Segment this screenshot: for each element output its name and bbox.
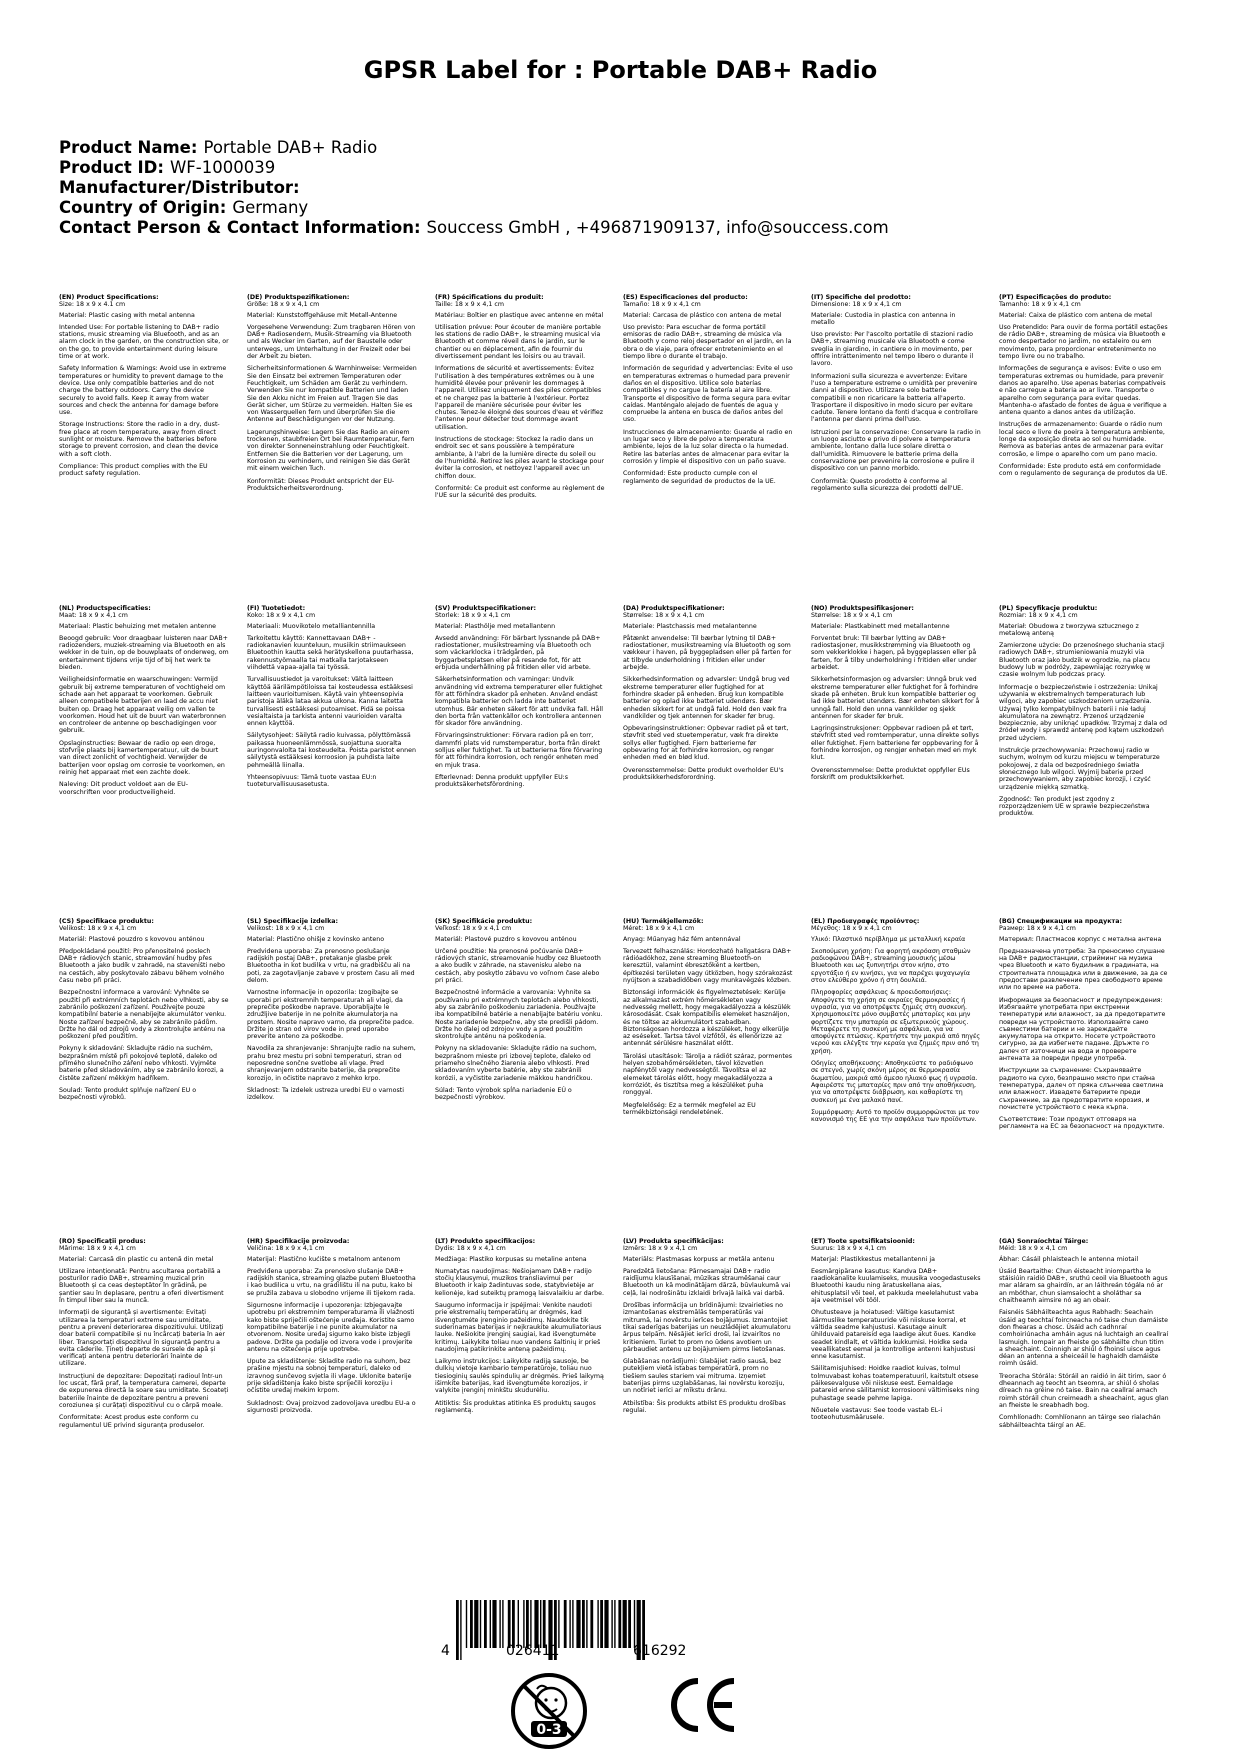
barcode-bar [456,1600,459,1660]
spec-paragraph: Materiaal: Plastic behuizing met metalen antenne [59,622,217,630]
barcode-bar [597,1600,598,1648]
spec-paragraph: Materiale: Plastkabinett med metallantenne [811,622,950,630]
spec-paragraph: Turvallisuustiedot ja varoitukset: Vältä laitteen käyttöä äärilämpötiloissa tai kosteudessa estääksesi laitteen vaurioitumisen. Käytä vain yhteensopivia paristoja äläkä lataa akkua ulkona. Kanna laitetta turvallisesti estääksesi putoamiset. Pidä se poissa vesialtaista ja tarkista antenni vaurioiden varalta ennen käyttöä. [247,676,413,728]
spec-paragraph: Varnostne informacije in opozorila: Izogibajte se uporabi pri ekstremnih temperaturah ali vlagi, da preprečite poškodbe naprave. Uporabljajte le združljive baterije in ne polnite akumulatorja na prostem. Nosite napravo varno, da preprečite padce. Držite jo stran od virov vode in pred uporabo preverite anteno za poškodbe. [247,989,415,1041]
page-title: GPSR Label for : Portable DAB+ Radio [363,56,878,84]
spec-size-line: Veľkosť: 18 x 9 x 4,1 cm [435,925,512,933]
spec-paragraph: Materiaali: Muovikotelo metalliantennilla [247,622,376,630]
spec-paragraph: Ohutusteave ja hoiatused: Vältige kasutamist äärmuslike temperatuuride või niiskuse korral, et vältida seadme kahjustusi. Kasutage ainult ühilduvaid patareisid ega laadige akut õues. Kandke seadet kindlalt, et vältida kukkumisi. Hoidke seda veeallikatest eemal ja kontrollige antenni kahjustusi enne kasutamist. [811,1309,976,1361]
spec-size-line: Storlek: 18 x 9 x 4,1 cm [435,612,511,620]
product-info [59,138,889,238]
product-id-value: WF-1000039 [169,158,276,177]
barcode-bar [558,1600,559,1648]
spec-paragraph: Tárolási utasítások: Tárolja a rádiót száraz, pormentes helyen szobahőmérsékleten, távol közvetlen napfénytől vagy nedvességtől. Távolítsa el az elemeket tárolás előtt, hogy megakadályozza a korróziót, és tisztítsa meg a készüléket puha ronggyal. [623,1052,793,1097]
spec-paragraph: Material: Carcasă din plastic cu antenă din metal [59,1255,214,1263]
spec-paragraph: Σκοπούμενη χρήση: Για φορητή ακρόαση σταθμών ραδιοφώνου DAB+, streaming μουσικής μέσω Bluetooth και ως ξυπνητήρι στον κήπο, στο εργοτάξιο ή εν κινήσει, για να παρέχει ψυχαγωγία στον ελεύθερο χρόνο ή στη δουλειά. [811,947,971,985]
spec-section-heading: (SV) Produktspecifikationer: [435,605,536,612]
ce-mark-icon [666,1675,740,1735]
spec-size-line: Koko: 18 x 9 x 4,1 cm [247,612,316,620]
barcode-bar [466,1600,467,1648]
spec-section [59,918,229,1107]
barcode-bar [540,1600,541,1648]
barcode-bar [582,1600,585,1648]
contact-value: Souccess GmbH , +496871909137, info@souccess.com [426,218,889,237]
barcode-bar [523,1600,524,1648]
spec-size-line: Taille: 18 x 9 x 4,1 cm [435,301,504,309]
spec-paragraph: Megfelelőség: Ez a termék megfelel az EU termékbiztonsági rendeletének. [623,1101,756,1116]
barcode-bar [618,1600,621,1648]
spec-paragraph: Material: Caixa de plástico com antena de metal [999,311,1153,319]
spec-paragraph: Tervezett felhasználás: Hordozható hallgatásra DAB+ rádióadókhoz, zene streaming Bluetooth-on keresztül, valamint ébresztőként a kertben, építkezési területen vagy útközben, hogy szórakozást nyújtson a szabadidőben vagy munkavégzés közben. [623,947,793,985]
spec-paragraph: Sigurnosne informacije i upozorenja: Izbjegavajte upotrebu pri ekstremnim temperaturama ili vlažnosti kako biste spriječili oštećenje uređaja. Koristite samo kompatibilne baterije i ne punite akumulator na otvorenom. Nosite uređaj sigurno kako biste izbjegli padove. Držite ga podalje od izvora vode i provjerite antenu na oštećenja prije upotrebe. [247,1302,415,1353]
barcode-bar [534,1600,538,1648]
spec-paragraph: Navodila za shranjevanje: Shranjujte radio na suhem, prahu brez mestu pri sobni temperaturi, stran od neposredne sončne svetlobe ali vlage. Pred shranjevanjem odstranite baterije, da preprečite korozijo, in očistite napravo z mehko krpo. [247,1045,416,1082]
spec-section-heading: (ET) Toote spetsifikatsioonid: [811,1238,915,1245]
spec-size-line: Размер: 18 x 9 x 4,1 cm [999,925,1076,933]
spec-paragraph: Saugumo informacija ir įspėjimai: Venkite naudoti prie ekstremalių temperatūrų ar drėgmės, kad išvengtumėte įrenginio pažeidimų. Naudokite tik suderinamas baterijas ir neįkraukite akumuliatoriaus lauke. Nešiokite įrenginį saugiai, kad išvengtumėte kritimų. Laikykite toliau nuo vandens šaltinių ir prieš naudojimą patikrinkite anteną pažeidimų. [435,1302,602,1353]
spec-section [247,1238,417,1419]
spec-paragraph: Nõuetele vastavus: See toode vastab EL-i tooteohutusmäärusele. [811,1406,943,1422]
spec-paragraph: Förvaringsinstruktioner: Förvara radion på en torr, dammfri plats vid rumstemperatur, borta från direkt solljus eller fuktighet. Ta ut batterierna före förvaring för att förhindra korrosion, och rengör enheten med en mjuk trasa. [435,732,603,769]
spec-paragraph: Materijal: Plastično kućište s metalnom antenom [247,1255,401,1263]
manufacturer-label: Manufacturer/Distributor: [59,178,300,197]
spec-paragraph: Υλικό: Πλαστικό περίβλημα με μεταλλική κεραία [811,935,966,943]
spec-size-line: Maat: 18 x 9 x 4,1 cm [59,612,128,620]
spec-paragraph: Úsáid Beartaithe: Chun éisteacht iniompartha le stáisiúin raidió DAB+, sruthú ceoil via Bluetooth agus mar aláram sa ghairdín, ar an láithreán tógála nó ar an mbóthar, chun siamsaíocht a sholáthar sa chaitheamh aimsire nó ag an obair. [999,1267,1168,1305]
barcode-bar [623,1600,627,1648]
spec-paragraph: Medžiaga: Plastiko korpusas su metaline antena [435,1255,587,1263]
spec-paragraph: Säilitamisjuhised: Hoidke raadiot kuivas, tolmul tolmuvabast kohas toatemperatuuril, kaitstult otsese päikesevalguse või niiskuse eest. Eemaldage patareid enne säilitamist korrosiooni vältimiseks ning puhastage seade pehme lapiga. [811,1365,980,1402]
spec-paragraph: Zgodność: Ten produkt jest zgodny z rozporządzeniem UE w sprawie bezpieczeństwa produktów. [999,795,1150,818]
spec-paragraph: Treoracha Stórála: Stóráil an raidió in áit tirim, saor ó dheannach ag teocht an tseomra, ar shiúl ó sholas díreach na gréine nó taise. Bain na ceallraí amach roimh stóráil chun creimeadh a sheachaint, agus glan an fheiste le sreabhadh bog. [999,1372,1169,1409]
spec-section-heading: (FI) Tuotetiedot: [247,605,306,612]
spec-size-line: Size: 18 x 9 x 4.1 cm [59,301,126,309]
spec-paragraph: Naleving: Dit product voldoet aan de EU-voorschriften voor productveiligheid. [59,781,189,796]
barcode-bar [490,1600,491,1648]
spec-paragraph: Informacje o bezpieczeństwie i ostrzeżenia: Unikaj używania w ekstremalnych temperaturach lub wilgoci, aby zapobiec uszkodzeniom urządzenia. Używaj tylko kompatybilnych baterii i nie ładuj akumulatora na zewnątrz. Przenoś urządzenie bezpiecznie, aby uniknąć upadków. Trzymaj z dala od źródeł wody i sprawdź antenę pod kątem uszkodzeń przed użyciem. [999,683,1168,742]
spec-paragraph: Påtænkt anvendelse: Til bærbar lytning til DAB+ radiostationer, musikstreaming via Bluetooth og som vækkeur i haven, på byggepladsen eller på farten for at tilbyde underholdning i fritiden eller under arbejde. [623,634,792,672]
barcode-bar [572,1600,573,1648]
barcode-bar [611,1600,612,1648]
spec-paragraph: Opslaginstructies: Bewaar de radio op een droge, stofvrije plaats bij kamertemperatuur, uit de buurt van direct zonlicht of vochtigheid. Verwijder de batterijen voor opslag om corrosie te voorkomen, en reinig het apparaat met een zachte doek. [59,739,225,776]
spec-paragraph: Eesmärgipärane kasutus: Kandva DAB+ raadiokanalite kuulamiseks, muusika voogedastuseks Bluetoothi kaudu ning äratuskellana aias, ehitusplatsil või teel, et pakkuda meelelahutust vaba aja veetmisel või tööl. [811,1267,981,1305]
product-name-row [59,138,889,158]
spec-paragraph: Materjal: Plastikkestus metallantenni ja [811,1255,935,1263]
spec-paragraph: Инструкции за съхранение: Съхранявайте радиото на сухо, безпрашно място при стайна температура, далеч от пряка слънчева светлина или влажност. Извадете батериите преди съхранение, за да предотвратите корозия, и почистете устройството с мека кърпа. [999,1067,1164,1111]
spec-section [435,918,605,1107]
spec-paragraph: Předpokládané použití: Pro přenositelné poslech DAB+ rádiových stanic, streamování hudby přes Bluetooth a jako budík v zahradě, na staveništi nebo na cestách, aby poskytovalo zábavu během volného času nebo při práci. [59,947,225,985]
barcode-bar [508,1600,511,1648]
spec-section [247,294,417,497]
spec-paragraph: Faisnéis Sábháilteachta agus Rabhadh: Seachain úsáid ag teochtaí foircneacha nó taise chun damáiste don fhearas a chosc. Úsáid ach cadhnraí comhoiriúnacha amháin agus ná luchtaigh an ceallraí lasmuigh. Iompair an fheiste go sábháilte chun titim a sheachaint. Coinnigh ar shiúl ó fhoinsí uisce agus déan an antenna a sheiceáil le haghaidh damáiste roimh úsáid. [999,1309,1169,1368]
spec-section [435,605,605,794]
barcode-bar [480,1600,481,1648]
spec-size-line: Größe: 18 x 9 x 4,1 cm [247,301,320,309]
spec-section-heading: (HR) Specifikacije proizvoda: [247,1238,350,1245]
spec-paragraph: Informations de sécurité et avertissements: Évitez l'utilisation à des températures extrêmes ou à une humidité élevée pour prévenir les dommages à l'appareil. Utilisez uniquement des piles compatibles et ne chargez pas la batterie à l'extérieur. Portez l'appareil de manière sécurisée pour éviter les chutes. Tenez-le éloigné des sources d'eau et vérifiez l'antenne pour détecter tout dommage avant utilisation. [435,365,604,431]
spec-section [811,294,981,497]
spec-section-heading: (PT) Especificações do produto: [999,294,1112,301]
spec-paragraph: Συμμόρφωση: Αυτό το προϊόν συμμορφώνεται με τον κανονισμό της ΕΕ για την ασφάλεια των προϊόντων. [811,1108,979,1124]
spec-section [247,605,417,794]
spec-section-heading: (EN) Product Specifications: [59,294,159,301]
spec-section-heading: (GA) Sonraíochtaí Táirge: [999,1238,1089,1245]
spec-paragraph: Sukladnost: Ovaj proizvod zadovoljava uredbu EU-a o sigurnosti proizvoda. [247,1399,416,1414]
barcode-bar [460,1600,461,1660]
spec-size-line: Tamaño: 18 x 9 x 4,1 cm [623,301,701,309]
spec-section-heading: (IT) Specifiche del prodotto: [811,294,911,301]
spec-paragraph: Πληροφορίες ασφάλειας & προειδοποιήσεις: Αποφύγετε τη χρήση σε ακραίες θερμοκρασίες ή υγρασία, για να αποτρέψετε ζημιές στη συσκευή. Χρησιμοποιείτε μόνο συμβατές μπαταρίες και μην φορτίζετε την μπαταρία σε εξωτερικούς χώρους. Μεταφέρετε τη συσκευή με ασφάλεια, για να αποφύγετε πτώσεις. Κρατήστε την μακριά από πηγές νερού και ελέγξτε την κεραία για ζημιές πριν από τη χρήση. [811,989,981,1055]
spec-paragraph: Biztonsági információk és figyelmeztetések: Kerülje az alkalmazást extrém hőmérsékleten vagy nedvesség mellett, hogy megakadályozza a készülék károsodását. Csak kompatibilis elemeket használjon, és ne töltse az akkumulátort szabadban. Biztonságosan hordozza a készüléket, hogy elkerülje az eséseket. Tartsa távol vízfőtől, és ellenőrizze az antennát sérülésre használat előtt. [623,989,791,1048]
spec-size-line: Størrelse: 18 x 9 x 4,1 cm [623,612,705,620]
spec-section [59,294,229,483]
spec-paragraph: Materiál: Plastové pouzdro s kovovou anténou [59,935,205,943]
age-0-3-warning-icon [507,1669,591,1753]
spec-paragraph: Uso previsto: Per l'ascolto portatile di stazioni radio DAB+, streaming musicale via Bluetooth e come sveglia in giardino, in cantiere o in movimento, per offrire intrattenimento nel tempo libero o durante il lavoro. [811,331,974,368]
spec-section [999,294,1169,483]
spec-paragraph: Glabāšanas norādījumi: Glabājiet radio sausā, bez putekļiem vietā istabas temperatūrā, prom no tiešiem saules stariem vai mitruma. Izņemiet baterijas pirms uzglabāšanas, lai novērstu koroziju, un notīriet ierīci ar mīkstu drānu. [623,1358,785,1395]
barcode-bar [474,1600,478,1648]
spec-paragraph: Материал: Пластмасов корпус с метална антена [999,935,1162,943]
spec-paragraph: Storage Instructions: Store the radio in a dry, dust-free place at room temperature, away from direct sunlight or moisture. Remove the batteries before storage to prevent corrosion, and clean the device with a soft cloth. [59,421,220,458]
barcode-bar [628,1600,631,1648]
spec-paragraph: Avsedd användning: För bärbart lyssnande på DAB+ radiostationer, musikstreaming via Bluetooth och som väckarklocka i trädgården, på byggarbetsplatsen eller på resande fot, för att erbjuda underhållning på fritiden eller vid arbete. [435,634,601,672]
spec-section [623,918,793,1121]
spec-paragraph: Materiale: Custodia in plastica con antenna in metallo [811,311,956,326]
spec-section-heading: (LV) Produkta specifikācijas: [623,1238,724,1245]
spec-paragraph: Vorgesehene Verwendung: Zum tragbaren Hören von DAB+ Radiosendern, Musik-Streaming via Bluetooth und als Wecker im Garten, auf der Baustelle oder unterwegs, um Unterhaltung in der Freizeit oder bei der Arbeit zu bieten. [247,323,416,361]
barcode-bar [526,1600,529,1648]
spec-paragraph: Säilytysohjeet: Säilytä radio kuivassa, pölyttömässä paikassa huoneenlämmössä, suojattuna suoralta auringonvalolta tai kosteudelta. Poista paristot ennen säilytystä estääksesi korroosion ja puhdista laite pehmeällä liinalla. [247,732,416,769]
spec-paragraph: Istruzioni per la conservazione: Conservare la radio in un luogo asciutto e privo di polvere a temperatura ambiente, lontano dalla luce solare diretta o dall'umidità. Rimuovere le batterie prima della conservazione per prevenire la corrosione e pulire il dispositivo con un panno morbido. [811,428,981,473]
spec-paragraph: Instruções de armazenamento: Guarde o rádio num local seco e livre de poeira à temperatura ambiente, longe da exposição direta ao sol ou humidade. Remova as baterias antes de armazenar para evitar corrosão, e limpe o aparelho com um pano macio. [999,421,1165,458]
spec-paragraph: Overensstemmelse: Dette produktet oppfyller EUs forskrift om produktsikkerhet. [811,766,970,781]
spec-size-line: Velikost: 18 x 9 x 4,1 cm [247,925,325,933]
spec-paragraph: Conformité: Ce produit est conforme au règlement de l'UE sur la sécurité des produits. [435,484,605,500]
spec-section-heading: (ES) Especificaciones del producto: [623,294,748,301]
spec-paragraph: Predvidena uporaba: Za prenosno poslušanje radijskih postaj DAB+, pretakanje glasbe prek Bluetootha in kot budilka v vrtu, na gradbišču ali na poti, za zagotavljanje zabave v prostem času ali med delom. [247,947,415,985]
spec-section-heading: (NL) Productspecificaties: [59,605,151,612]
spec-section [59,1238,229,1434]
spec-paragraph: Skladnost: Ta izdelek ustreza uredbi EU o varnosti izdelkov. [247,1086,404,1102]
spec-paragraph: Conformidad: Este producto cumple con el reglamento de seguridad de productos de la UE. [623,470,776,485]
spec-paragraph: Material: Carcasa de plástico con antena de metal [623,311,782,319]
spec-paragraph: Bezpečnostné informácie a varovania: Vyhnite sa používaniu pri extrémnych teplotách alebo vlhkosti, aby sa zabránilo poškodeniu zariadenia. Používajte iba kompatibilné batérie a nenabíjajte batériu vonku. Noste zariadenie bezpečne, aby ste predišli pádom. Držte ho ďalej od zdrojov vody a pred použitím skontrolujte anténu na poškodenia. [435,989,603,1041]
spec-section [811,918,981,1128]
spec-size-line: Μέγεθος: 18 x 9 x 4,1 cm [811,925,892,933]
spec-paragraph: Sikkerhedsinformation og advarsler: Undgå brug ved ekstreme temperaturer eller fugtighed for at forhindre skader på enheden. Brug kun kompatible batterier og oplad ikke batteriet udendørs. Bær enheden sikkert for at undgå fald. Hold den væk fra vandkilder og tjek antennen for skader før brug. [623,676,790,720]
product-id-row [59,158,889,178]
barcode-left-group: 026411 [506,1643,560,1659]
spec-paragraph: Ábhar: Cásáil phlaisteach le antenna miotail [999,1255,1139,1263]
barcode-bar [564,1600,567,1648]
spec-size-line: Suurus: 18 x 9 x 4,1 cm [811,1245,887,1253]
spec-paragraph: Comhlíonadh: Comhlíonann an táirge seo rialachán sábháilteachta táirgí an AE. [999,1414,1161,1429]
spec-paragraph: Tarkoitettu käyttö: Kannettavaan DAB+ -radiokanavien kuunteluun, musiikin striimaukseen Bluetoothin kautta sekä herätyskellona puutarhassa, rakennustyömaalla tai matkalla tarjotakseen viihdettä vapaa-ajalla tai työssä. [247,634,414,672]
spec-section-heading: (CS) Specifikace produktu: [59,918,154,925]
spec-paragraph: Conformitate: Acest produs este conform cu regulamentul UE privind siguranța produselor. [59,1414,205,1429]
spec-paragraph: Съответствие: Този продукт отговаря на регламента на ЕС за безопасност на продуктите. [999,1116,1165,1131]
spec-size-line: Dimensione: 18 x 9 x 4,1 cm [811,301,902,309]
barcode-bar [600,1600,603,1648]
barcode-lead-digit: 4 [441,1643,450,1659]
country-value: Germany [232,198,309,217]
barcode-bar [470,1600,473,1648]
barcode-bar [614,1600,615,1648]
spec-paragraph: Sicherheitsinformationen & Warnhinweise: Vermeiden Sie den Einsatz bei extremen Temperaturen oder Feuchtigkeit, um Schäden am Gerät zu verhindern. Verwenden Sie nur kompatible Batterien und laden Sie den Akku nicht im Freien auf. Tragen Sie das Gerät sicher, um Stürze zu vermeiden. Halten Sie es von Wasserquellen fern und überprüfen Sie die Antenne auf Beschädigungen vor der Nutzung. [247,365,417,424]
spec-size-line: Dydis: 18 x 9 x 4,1 cm [435,1245,506,1253]
spec-paragraph: Material: Kunststoffgehäuse mit Metall-Antenne [247,311,398,319]
spec-section [811,605,981,786]
spec-paragraph: Lagringsinstruksjoner: Oppbevar radioen på et tørt, støvfritt sted ved romtemperatur, unna direkte sollys eller fuktighet. Fjern batteriene før oppbevaring for å forhindre korrosjon, og rengjør enheten med en myk klut. [811,725,979,762]
spec-paragraph: Yhteensopivuus: Tämä tuote vastaa EU:n tuoteturvallisuusasetusta. [247,773,377,789]
spec-paragraph: Beoogd gebruik: Voor draagbaar luisteren naar DAB+ radiozenders, muziek-streaming via Bluetooth en als wekker in de tuin, op de bouwplaats of onderweg, om entertainment tijdens vrije tijd of bij het werk te bieden. [59,634,229,672]
barcode-bar [543,1600,546,1648]
spec-paragraph: Bezpečnostní informace a varování: Vyhněte se použití při extrémních teplotách nebo vlhkosti, aby se zabránilo poškození zařízení. Používejte pouze kompatibilní baterie a nenabíjejte akumulátor venku. Noste zařízení bezpečně, aby se zabránilo pádům. Držte ho dál od zdrojů vody a zkontrolujte anténu na poškození před použitím. [59,989,229,1041]
spec-paragraph: Overensstemmelse: Dette produkt overholder EU's produktsikkerhedsforordning. [623,766,784,781]
spec-section-heading: (EL) Προδιαγραφές προϊόντος: [811,918,920,925]
spec-paragraph: Instrucțiuni de depozitare: Depozitați radioul într-un loc uscat, fără praf, la temperatura camerei, departe de expunerea directă la soare sau umiditate. Scoateți bateriile înainte de depozitare pentru a preveni coroziunea și curățați dispozitivul cu o cârpă moale. [59,1372,229,1409]
spec-paragraph: Lagerungshinweise: Lagern Sie das Radio an einem trockenen, staubfreien Ort bei Raumtemperatur, fern von direkter Sonneneinstrahlung oder Feuchtigkeit. Entfernen Sie die Batterien vor der Lagerung, um Korrosion zu verhindern, und reinigen Sie das Gerät mit einem weichen Tuch. [247,428,415,473]
spec-section [247,918,417,1107]
spec-paragraph: Soulad: Tento produkt splňuje nařízení EU o bezpečnosti výrobků. [59,1086,197,1102]
spec-paragraph: Conformità: Questo prodotto è conforme al regolamento sulla sicurezza dei prodotti dell'UE. [811,477,964,492]
barcode-bar [576,1600,580,1648]
spec-size-line: Méret: 18 x 9 x 4,1 cm [623,925,695,933]
spec-paragraph: Uso Pretendido: Para ouvir de forma portátil estações de rádio DAB+, streaming de música via Bluetooth e como despertador no jardim, no estaleiro ou em movimento, para proporcionar entretenimento no tempo livre ou no trabalho. [999,323,1168,361]
spec-section-heading: (HU) Termékjellemzők: [623,918,704,925]
spec-paragraph: Material: Plastic casing with metal antenna [59,311,195,319]
spec-paragraph: Instrukcje przechowywania: Przechowuj radio w suchym, wolnym od kurzu miejscu w temperaturze pokojowej, z dala od bezpośredniego światła słonecznego lub wilgoci. Wyjmij baterie przed przechowywaniem, aby zapobiec korozji, i czyść urządzenie miękką szmatką. [999,747,1160,791]
spec-paragraph: Atbilstība: Šis produkts atbilst ES produktu drošības regulai. [623,1399,786,1414]
svg-text:0-3: 0-3 [536,1722,562,1738]
spec-section-heading: (DA) Produktspecifikationer: [623,605,725,612]
spec-size-line: Izmērs: 18 x 9 x 4,1 cm [623,1245,698,1253]
spec-paragraph: Pokyny na skladovanie: Skladujte rádio na suchom, bezprašnom mieste pri izbovej teplote, ďaleko od priameho slnečného žiarenia alebo vlhkosti. Pred skladovaním vyberte batérie, aby ste zabránili korózii, a vyčistite zariadenie mäkkou handričkou. [435,1045,597,1082]
spec-section-heading: (LT) Produkto specifikacijos: [435,1238,536,1245]
spec-paragraph: Conformidade: Este produto está em conformidade com o regulamento de segurança de produtos da UE. [999,462,1168,478]
spec-size-line: Rozmiar: 18 x 9 x 4,1 cm [999,612,1078,620]
spec-paragraph: Matériau: Boîtier en plastique avec antenne en métal [435,311,604,319]
country-row [59,198,889,218]
spec-section [999,918,1169,1136]
barcode-bar [499,1600,500,1648]
barcode-bar [604,1600,608,1648]
spec-paragraph: Drošības informācija un brīdinājumi: Izvairieties no izmantošanas ekstremālās temperatūrās vai mitrumā, lai novērstu ierīces bojājumus. Izmantojiet tikai saderīgas baterijas un neuzlādējiet akumulatoru ārpus telpām. Nēsājiet ierīci droši, lai izvairītos no kritieniem. Turiet to prom no ūdens avotiem un pārbaudiet antenu uz bojājumiem pirms lietošanas. [623,1302,791,1353]
spec-paragraph: Compliance: This product complies with the EU product safety regulation. [59,462,208,478]
spec-section-heading: (DE) Produktspezifikationen: [247,294,350,301]
spec-section-heading: (FR) Spécifications du produit: [435,294,544,301]
product-id-label: Product ID: [59,158,164,177]
spec-paragraph: Pokyny k skladování: Skladujte rádio na suchém, bezprašném místě při pokojové teplotě, daleko od přímého slunečního záření nebo vlhkosti. Vyjměte baterie před skladováním, aby se zabránilo korozi, a čistěte zařízení měkkým hadříkem. [59,1045,224,1082]
spec-paragraph: Numatytas naudojimas: Nešiojamam DAB+ radijo stočių klausymui, muzikos transliavimui per Bluetooth ir kaip žadintuvas sode, statybvietėje ar kelionėje, kad suteiktų pramogą laisvalaikiu ar darbe. [435,1267,605,1297]
barcode-bar [590,1600,593,1648]
barcode-bar [569,1600,570,1648]
spec-paragraph: Predviđena uporaba: Za prenosivo slušanje DAB+ radijskih stanica, streaming glazbe putem Bluetootha i kao budilica u vrtu, na gradilištu ili na putu, kako bi se pružila zabava u slobodno vrijeme ili tijekom rada. [247,1267,416,1297]
spec-paragraph: Sikkerhetsinformasjon og advarsler: Unngå bruk ved ekstreme temperaturer eller fuktighet for å forhindre skade på enheten. Bruk kun kompatible batterier og lad ikke batteriet utendørs. Bær enheten sikkert for å unngå fall. Hold den unna vannkilder og sjekk antennen for skader før bruk. [811,676,980,720]
barcode-bar [512,1600,515,1648]
spec-size-line: Veličina: 18 x 9 x 4,1 cm [247,1245,325,1253]
spec-section-heading: (SK) Špecifikácie produktu: [435,918,533,925]
spec-paragraph: Información de seguridad y advertencias: Evite el uso en temperaturas extremas o humedad para prevenir daños en el dispositivo. Utilice solo baterías compatibles y no cargue la batería al aire libre. Transporte el dispositivo de forma segura para evitar caídas. Manténgalo alejado de fuentes de agua y compruebe la antena en busca de daños antes del uso. [623,365,793,424]
contact-label: Contact Person & Contact Information: [59,218,421,237]
spec-paragraph: Informazioni sulla sicurezza e avvertenze: Evitare l'uso a temperature estreme o umidità per prevenire danni al dispositivo. Utilizzare solo batterie compatibili e non ricaricare la batteria all'aperto. Trasportare il dispositivo in modo sicuro per evitare cadute. Tenere lontano da fonti d'acqua e controllare l'antenna per danni prima dell'uso. [811,372,978,424]
spec-paragraph: Utilisation prévue: Pour écouter de manière portable les stations de radio DAB+, le streaming musical via Bluetooth et comme réveil dans le jardin, sur le chantier ou en déplacement, afin de fournir du divertissement pendant les loisirs ou au travail. [435,323,601,361]
spec-paragraph: Paredzētā lietošana: Pārnesamajai DAB+ radio raidījumu klausīšanai, mūzikas straumēšanai caur Bluetooth un kā modinātājam dārzā, būvlaukumā vai ceļā, lai nodrošinātu izklaidi brīvajā laikā vai darbā. [623,1267,791,1297]
spec-paragraph: Информация за безопасност и предупреждения: Избягвайте употребата при екстремни температури или влажност, за да предотвратите повреди на устройството. Използвайте само съвместими батерии и не зареждайте акумулатора на открито. Носете устройството сигурно, за да избегнете падане. Дръжте го далеч от източници на вода и проверете антената за повреди преди употреба. [999,996,1166,1063]
barcode-bar [634,1600,635,1648]
spec-section [435,294,605,504]
barcode-bar [502,1600,503,1648]
spec-paragraph: Informações de segurança e avisos: Evite o uso em temperaturas extremas ou humidade, para prevenir danos ao aparelho. Use apenas baterias compatíveis e não carregue a bateria ao ar livre. Transporte o aparelho com segurança para evitar quedas. Mantenha-o afastado de fontes de água e verifique a antena quanto a danos antes da utilização. [999,365,1167,417]
spec-section [623,605,793,786]
spec-paragraph: Safety Information & Warnings: Avoid use in extreme temperatures or humidity to prevent damage to the device. Use only compatible batteries and do not charge the battery outdoors. Carry the device securely to avoid falls. Keep it away from water sources and check the antenna for damage before use. [59,365,227,417]
spec-paragraph: Οδηγίες αποθήκευσης: Αποθηκεύστε το ραδιόφωνο σε στεγνό, χωρίς σκόνη μέρος σε θερμοκρασία δωματίου, μακριά από άμεσο ηλιακό φως ή υγρασία. Αφαιρέστε τις μπαταρίες πριν από την αποθήκευση, για να αποτρέψετε διάβρωση, και καθαρίστε τη συσκευή με ένα μαλακό πανί. [811,1060,978,1104]
spec-section [59,605,229,801]
spec-paragraph: Предназначена употреба: За преносимо слушане на DAB+ радиостанции, стрийминг на музика чрез Bluetooth и като будилник в градината, на строителната площадка или в движение, за да се предостави развлечение през свободното време или по време на работа. [999,947,1168,992]
spec-section-heading: (BG) Спецификации на продукта: [999,918,1122,925]
spec-paragraph: Súlad: Tento výrobok spĺňa nariadenie EÚ o bezpečnosti výrobkov. [435,1086,572,1102]
spec-section [623,294,793,490]
spec-section-heading: (PL) Specyfikacje produktu: [999,605,1098,612]
spec-paragraph: Säkerhetsinformation och varningar: Undvik användning vid extrema temperaturer eller fuktighet för att förhindra skador på enheten. Använd endast kompatibla batterier och ladda inte batteriet utomhus. Bär enheten säkert för att undvika fall. Håll den borta från vattenkällor och kontrollera antennen för skador före användning. [435,676,604,728]
spec-paragraph: Veiligheidsinformatie en waarschuwingen: Vermijd gebruik bij extreme temperaturen of vochtigheid om schade aan het apparaat te voorkomen. Gebruik alleen compatibele batterijen en laad de accu niet buiten op. Draag het apparaat veilig om vallen te voorkomen. Houd het uit de buurt van waterbronnen en controleer de antenne op beschadigingen voor gebruik. [59,676,226,735]
spec-paragraph: Materiāls: Plastmasas korpuss ar metāla antenu [623,1255,775,1263]
spec-paragraph: Intended Use: For portable listening to DAB+ radio stations, music streaming via Bluetooth, and as an alarm clock in the garden, on the construction site, or on the go, to provide entertainment during leisure time or at work. [59,323,229,361]
spec-paragraph: Konformität: Dieses Produkt entspricht der EU-Produktsicherheitsverordnung. [247,477,395,492]
spec-size-line: Mărime: 18 x 9 x 4,1 cm [59,1245,136,1253]
spec-paragraph: Určené použitie: Na prenosné počúvanie DAB+ rádiových staníc, streamovanie hudby cez Bluetooth a ako budík v záhrade, na stavenisku alebo na cestách, aby poskytlo zábavu vo voľnom čase alebo pri práci. [435,947,601,985]
barcode-bar [518,1600,519,1648]
spec-paragraph: Instrucciones de almacenamiento: Guarde el radio en un lugar seco y libre de polvo a temperatura ambiente, lejos de la luz solar directa o la humedad. Retire las baterías antes de almacenar para evitar la corrosión y limpie el dispositivo con un paño suave. [623,428,793,465]
spec-section-heading: (NO) Produktspesifikasjoner: [811,605,914,612]
spec-paragraph: Material: Plasthölje med metallantenn [435,622,556,630]
barcode-bar [492,1600,496,1648]
spec-paragraph: Instructions de stockage: Stockez la radio dans un endroit sec et sans poussière à température ambiante, à l'abri de la lumière directe du soleil ou de l'humidité. Retirez les piles avant le stockage pour éviter la corrosion, et nettoyez l'appareil avec un chiffon doux. [435,436,604,480]
spec-section [435,1238,605,1419]
spec-paragraph: Opbevaringsinstruktioner: Opbevar radiet på et tørt, støvfrit sted ved stuetemperatur, væk fra direkte sollys eller fugtighed. Fjern batterierne før opbevaring for at forhindre korrosion, og rengør enheden med en blød klud. [623,725,789,762]
manufacturer-row [59,178,889,198]
spec-paragraph: Uso previsto: Para escuchar de forma portátil emisoras de radio DAB+, streaming de música vía Bluetooth y como reloj despertador en el jardín, en la obra o de viaje, para ofrecer entretenimiento en el tiempo libre o durante el trabajo. [623,323,792,361]
barcode-bar [530,1600,531,1648]
spec-paragraph: Materiał: Obudowa z tworzywa sztucznego z metalową anteną [999,622,1139,637]
spec-paragraph: Efterlevnad: Denna produkt uppfyller EU:s produktsäkerhetsförordning. [435,773,569,789]
spec-size-line: Størrelse: 18 x 9 x 4,1 cm [811,612,893,620]
spec-paragraph: Forventet bruk: Til bærbar lytting av DAB+ radiostasjoner, musikkstrømming via Bluetooth og som vekkerklokke i hagen, på byggeplassen eller på farten, for å tilby underholdning i fritiden eller under arbeidet. [811,634,977,672]
spec-paragraph: Utilizare intenționată: Pentru ascultarea portabilă a posturilor radio DAB+, streaming muzical prin Bluetooth și ca ceas deșteptător în grădină, pe șantier sau în deplasare, pentru a oferi divertisment în timpul liber sau la muncă. [59,1267,224,1305]
barcode-bar [586,1600,587,1648]
spec-paragraph: Anyag: Műanyag ház fém antennával [623,935,741,943]
country-label: Country of Origin: [59,198,227,217]
spec-paragraph: Informații de siguranță și avertismente: Evitați utilizarea la temperaturi extreme sau umiditate, pentru a preveni deteriorarea dispozitivului. Utilizați doar baterii compatibile și nu încărcați bateria în aer liber. Transportați dispozitivul în siguranță pentru a evita căderile. Țineți departe de sursele de apă și verificați antena pentru deteriorări înainte de utilizare. [59,1309,226,1368]
spec-section-heading: (SL) Specifikacije izdelka: [247,918,339,925]
spec-paragraph: Upute za skladištenje: Skladite radio na suhom, bez prašine mjestu na sobnoj temperaturi, daleko od izravnog sunčevog svjetla ili vlage. Uklonite baterije prije skladištenja kako biste spriječili koroziju i očistite uređaj mekim krpom. [247,1358,412,1395]
spec-paragraph: Materiál: Plastové puzdro s kovovou anténou [435,935,577,943]
product-name-value: Portable DAB+ Radio [203,138,378,157]
barcode-right-group: 616292 [633,1643,687,1659]
spec-paragraph: Material: Plastično ohišje z kovinsko anteno [247,935,385,943]
spec-paragraph: Materiale: Plastchassis med metalantenne [623,622,757,630]
spec-size-line: Velikost: 18 x 9 x 4,1 cm [59,925,137,933]
spec-section [999,605,1169,823]
product-name-label: Product Name: [59,138,198,157]
contact-row [59,218,889,238]
spec-size-line: Tamanho: 18 x 9 x 4,1 cm [999,301,1081,309]
spec-section [999,1238,1169,1434]
spec-section [623,1238,793,1419]
barcode-bar [484,1600,487,1648]
barcode [440,1600,740,1662]
spec-paragraph: Zamierzone użycie: Do przenośnego słuchania stacji radiowych DAB+, strumieniowania muzyki via Bluetooth oraz jako budzik w ogrodzie, na placu budowy lub w podróży, zapewniając rozrywkę w czasie wolnym lub podczas pracy. [999,642,1165,679]
spec-section-heading: (RO) Specificații produs: [59,1238,146,1245]
spec-section [811,1238,981,1427]
spec-size-line: Méid: 18 x 9 x 4,1 cm [999,1245,1068,1253]
spec-paragraph: Laikymo instrukcijos: Laikykite radiją sausoje, be dulkių vietoje kambario temperatūroje, toliau nuo tiesioginių saulės spindulių ar drėgmės. Prieš laikymą išimkite baterijas, kad išvengtumėte korozijos, ir valykite įrenginį minkštu skudurėliu. [435,1358,604,1395]
spec-paragraph: Atitiktis: Šis produktas atitinka ES produktų saugos reglamentą. [435,1399,596,1414]
